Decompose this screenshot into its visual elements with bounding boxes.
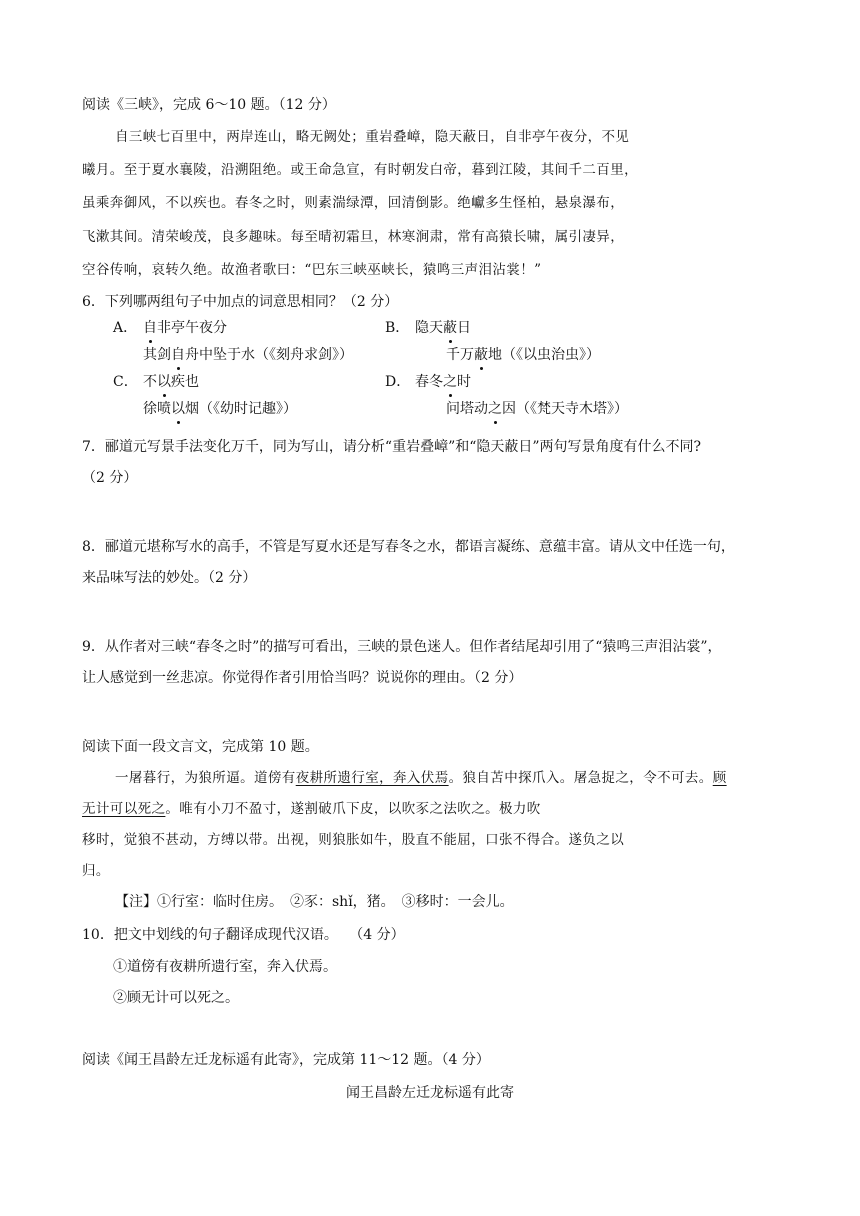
option-line: [446, 399, 628, 419]
dotted-char: 以: [171, 401, 185, 417]
q10-item: ②顾无计可以死之。: [113, 990, 239, 1006]
passage-line: 飞漱其间。清荣峻茂，良多趣味。每至晴初霜旦，林寒涧肃，常有高猿长啸，属引凄异，: [82, 229, 625, 245]
dotted-char: 之: [488, 401, 502, 417]
option-label: D．: [385, 374, 411, 390]
text: 。狼自苫中探爪入。屠急捉之，令不可去。: [448, 770, 713, 786]
q8-text: 来品味写法的妙处。（2 分）: [82, 570, 257, 586]
text: 徐喷: [143, 401, 171, 417]
q7-text: 7．郦道元写景手法变化万千，同为写山，请分析“重岩叠嶂”和“隐天蔽日”两句写景角度有什么不同?: [82, 439, 702, 455]
text: 舟中坠于水（《刻舟求剑》）: [185, 347, 353, 363]
option-line: [143, 372, 199, 392]
poem-title: 闻王昌龄左迁龙标遥有此寄: [346, 1085, 514, 1101]
dotted-char: 蔽: [443, 320, 457, 336]
dotted-char: 蔽: [474, 347, 488, 363]
text: 其剑: [143, 347, 171, 363]
passage-line: [82, 799, 541, 819]
q6-stem: 6．下列哪两组句子中加点的词意思相同？（2 分）: [82, 294, 399, 310]
text: 春冬: [415, 374, 443, 390]
passage-line: 移时，觉狼不甚动，方缚以带。出视，则狼胀如牛，股直不能屈，口张不得合。遂负之以: [82, 832, 625, 848]
text: 疾也: [171, 374, 199, 390]
section3-intro: 阅读《闻王昌龄左迁龙标遥有此寄》，完成第 11～12 题。（4 分）: [82, 1052, 490, 1068]
dotted-char: 自: [143, 320, 157, 336]
text: 时: [457, 374, 471, 390]
text: 千万: [446, 347, 474, 363]
section2-intro: 阅读下面一段文言文，完成第 10 题。: [82, 739, 319, 755]
text: 因（《梵天寺木塔》）: [502, 401, 628, 417]
option-line: [446, 345, 600, 365]
text: 。唯有小刀不盈寸，遂割破爪下皮，以吹豕之法吹之。极力吹: [165, 801, 541, 817]
passage-line: 自三峡七百里中，两岸连山，略无阙处；重岩叠嶂，隐天蔽日，自非亭午夜分，不见: [115, 129, 630, 145]
dotted-char: 以: [157, 374, 171, 390]
option-line: [143, 318, 227, 338]
option-label: B．: [385, 320, 410, 336]
underlined-sentence: 夜耕所遗行室，奔入伏焉: [295, 770, 449, 786]
text: 隐天: [415, 320, 443, 336]
option-label: C．: [113, 374, 138, 390]
q9-text: 让人感觉到一丝悲凉。你觉得作者引用恰当吗？说说你的理由。（2 分）: [82, 670, 523, 686]
option-line: [415, 318, 471, 338]
text: 一屠暮行，为狼所逼。道傍有: [115, 770, 296, 786]
q10-item: ①道傍有夜耕所遗行室，奔入伏焉。: [113, 959, 337, 975]
passage-line: 归。: [82, 863, 110, 879]
text: 不: [143, 374, 157, 390]
underlined-sentence: 无计可以死之: [82, 801, 166, 817]
option-line: [415, 372, 471, 392]
passage-line: [115, 768, 727, 788]
passage-line: 曦月。至于夏水襄陵，沿溯阻绝。或王命急宣，有时朝发白帝，暮到江陵，其间千二百里，: [82, 162, 638, 178]
option-label: A．: [113, 320, 138, 336]
q9-text: 9．从作者对三峡“春冬之时”的描写可看出，三峡的景色迷人。但作者结尾却引用了“猿鸣三声泪沾裳”，: [82, 639, 722, 655]
text: 烟（《幼时记趣》）: [185, 401, 297, 417]
dotted-char: 之: [443, 374, 457, 390]
q10-stem: 10．把文中划线的句子翻译成现代汉语。 （4 分）: [82, 927, 405, 943]
text: 问塔动: [446, 401, 488, 417]
q7-text: （2 分）: [82, 470, 138, 486]
passage-line: 虽乘奔御风，不以疾也。春冬之时，则素湍绿潭，回清倒影。绝巘多生怪柏，悬泉瀑布，: [82, 195, 625, 211]
q8-text: 8．郦道元堪称写水的高手，不管是写夏水还是写春冬之水，都语言凝练、意蕴丰富。请从文中任选一句，: [82, 539, 735, 555]
section1-intro: 阅读《三峡》，完成 6～10 题。（12 分）: [82, 97, 336, 113]
dotted-char: 自: [171, 347, 185, 363]
text: 非亭午夜分: [157, 320, 227, 336]
text: 地（《以虫治虫》）: [488, 347, 600, 363]
option-line: [143, 345, 353, 365]
text: 日: [457, 320, 471, 336]
annotation-note: 【注】①行室：临时住房。 ②豕：shǐ，猪。 ③移时：一会儿。: [115, 894, 514, 910]
underlined-sentence: 顾: [712, 770, 727, 786]
option-line: [143, 399, 297, 419]
passage-line: 空谷传响，哀转久绝。故渔者歌曰：“巴东三峡巫峡长，猿鸣三声泪沾裳！”: [82, 262, 542, 278]
